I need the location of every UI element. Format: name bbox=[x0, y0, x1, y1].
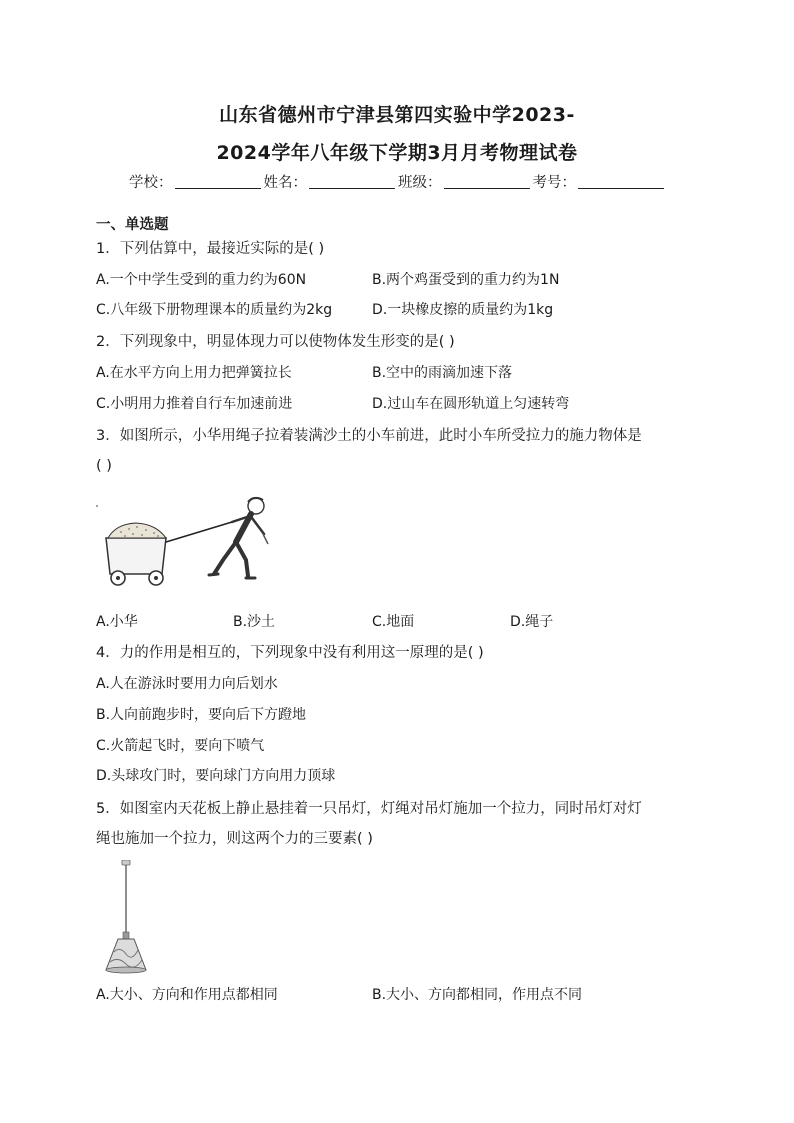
question-2-option-a: A.在水平方向上用力把弹簧拉长 bbox=[96, 365, 292, 381]
question-3-stem-line1: 3．如图所示，小华用绳子拉着装满沙土的小车前进，此时小车所受拉力的施力物体是 bbox=[96, 428, 642, 444]
question-3-option-c: C.地面 bbox=[372, 614, 415, 630]
cart-pulling-illustration bbox=[96, 494, 286, 594]
class-blank bbox=[444, 174, 530, 189]
question-4-option-c: C.火箭起飞时，要向下喷气 bbox=[96, 738, 265, 754]
question-1-stem: 1．下列估算中，最接近实际的是( ) bbox=[96, 241, 325, 257]
question-5-option-a: A.大小、方向和作用点都相同 bbox=[96, 987, 278, 1003]
name-label: 姓名： bbox=[263, 175, 307, 191]
question-3-stem-line2: ( ) bbox=[96, 458, 112, 474]
question-3-option-a: A.小华 bbox=[96, 614, 138, 630]
section-heading: 一、单选题 bbox=[96, 217, 169, 233]
school-blank bbox=[175, 174, 261, 189]
question-3-option-d: D.绳子 bbox=[510, 614, 554, 630]
hanging-lamp-illustration bbox=[104, 860, 150, 976]
question-1-option-a: A.一个中学生受到的重力约为60N bbox=[96, 272, 307, 288]
question-5-stem-line1: 5．如图室内天花板上静止悬挂着一只吊灯，灯绳对吊灯施加一个拉力，同时吊灯对灯 bbox=[96, 801, 642, 817]
exam-title-line1: 山东省德州市宁津县第四实验中学2023- bbox=[219, 104, 575, 126]
question-4-option-d: D.头球攻门时，要向球门方向用力顶球 bbox=[96, 768, 336, 784]
question-2-option-d: D.过山车在圆形轨道上匀速转弯 bbox=[372, 396, 570, 412]
question-2-option-b: B.空中的雨滴加速下落 bbox=[372, 365, 513, 381]
student-info-line bbox=[0, 171, 794, 192]
question-3-option-b: B.沙土 bbox=[233, 614, 276, 630]
question-1-option-c: C.八年级下册物理课本的质量约为2kg bbox=[96, 302, 333, 318]
question-2-option-c: C.小明用力推着自行车加速前进 bbox=[96, 396, 293, 412]
exam-title-line2: 2024学年八年级下学期3月月考物理试卷 bbox=[216, 142, 578, 164]
question-1-option-d: D.一块橡皮擦的质量约为1kg bbox=[372, 302, 554, 318]
question-4-option-a: A.人在游泳时要用力向后划水 bbox=[96, 676, 278, 692]
class-label: 班级： bbox=[398, 175, 442, 191]
school-label: 学校： bbox=[129, 175, 173, 191]
question-4-stem: 4．力的作用是相互的，下列现象中没有利用这一原理的是( ) bbox=[96, 645, 484, 661]
question-2-stem: 2．下列现象中，明显体现力可以使物体发生形变的是( ) bbox=[96, 334, 455, 350]
question-4-option-b: B.人向前跑步时，要向后下方蹬地 bbox=[96, 707, 307, 723]
number-blank bbox=[578, 174, 664, 189]
question-1-option-b: B.两个鸡蛋受到的重力约为1N bbox=[372, 272, 560, 288]
number-label: 考号： bbox=[532, 175, 576, 191]
question-5-option-b: B.大小、方向都相同，作用点不同 bbox=[372, 987, 583, 1003]
name-blank bbox=[309, 174, 395, 189]
question-5-stem-line2: 绳也施加一个拉力，则这两个力的三要素( ) bbox=[96, 831, 373, 847]
